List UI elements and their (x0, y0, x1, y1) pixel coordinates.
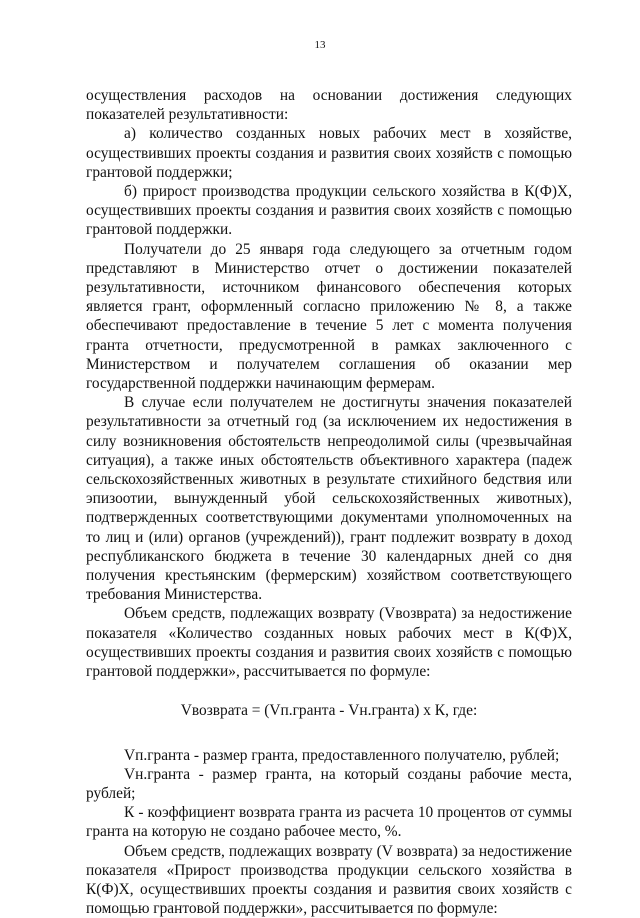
paragraph-reporting: Получатели до 25 января года следующего за отчетным годом представляют в Министерство отчет о достижении показателей результативности, источником финансового обеспечения которых является грант, оформленный согласно приложению № 8, а также обеспечивают предоставление в течение 5 лет с момента получения гранта отчетности, предусмотренной в рамках заключенного с Министерством и получателем соглашения об оказании мер государственной поддержки начинающим фермерам. (86, 240, 572, 393)
paragraph-indicator-b: б) прирост производства продукции сельского хозяйства в К(Ф)Х, осуществивших проекты создания и развития своих хозяйств с помощью грантовой поддержки. (86, 183, 572, 239)
formula-refund: Vвозврата = (Vп.гранта - Vн.гранта) х К, где: (180, 702, 478, 720)
page-number: 13 (314, 39, 326, 51)
document-body (86, 86, 572, 918)
paragraph-indicator-a: а) количество созданных новых рабочих мест в хозяйстве, осуществивших проекты создания и развития своих хозяйств с помощью грантовой поддержки; (86, 125, 572, 181)
paragraph-continuation: осуществления расходов на основании достижения следующих показателей результативности: (86, 87, 572, 124)
paragraph-definition-vn: Vн.гранта - размер гранта, на который созданы рабочие места, рублей; (86, 765, 572, 802)
paragraph-refund-conditions: В случае если получателем не достигнуты значения показателей результативности за отчетный год (за исключением их недостижения в силу возникновения обстоятельств непреодолимой силы (чрезвычайная ситуация), а также иных обстоятельств объективного характера (падеж сельскохозяйственных животных в результате стихийного бедствия или эпизоотии, вынужденный убой сельскохозяйственных животных), подтвержденных соответствующими документами уполномоченных на то лиц и (или) органов (учреждений)), грант подлежит возврату в доход республиканского бюджета в течение 30 календарных дней со дня получения крестьянским (фермерским) хозяйством соответствующего требования Министерства. (86, 394, 572, 604)
paragraph-definition-vp: Vп.гранта - размер гранта, предоставленного получателю, рублей; (124, 746, 560, 764)
paragraph-definition-k: К - коэффициент возврата гранта из расчета 10 процентов от суммы гранта на которую не создано рабочее место, %. (86, 804, 572, 841)
paragraph-refund-volume-production: Объем средств, подлежащих возврату (V возврата) за недостижение показателя «Прирост производства продукции сельского хозяйства в К(Ф)Х, осуществивших проекты создания и развития своих хозяйств с помощью грантовой поддержки», рассчитывается по формуле: (86, 842, 572, 918)
paragraph-refund-volume-jobs: Объем средств, подлежащих возврату (Vвозврата) за недостижение показателя «Количество созданных новых рабочих мест в К(Ф)Х, осуществивших проекты создания и развития своих хозяйств с помощью грантовой поддержки», рассчитывается по формуле: (86, 605, 572, 681)
